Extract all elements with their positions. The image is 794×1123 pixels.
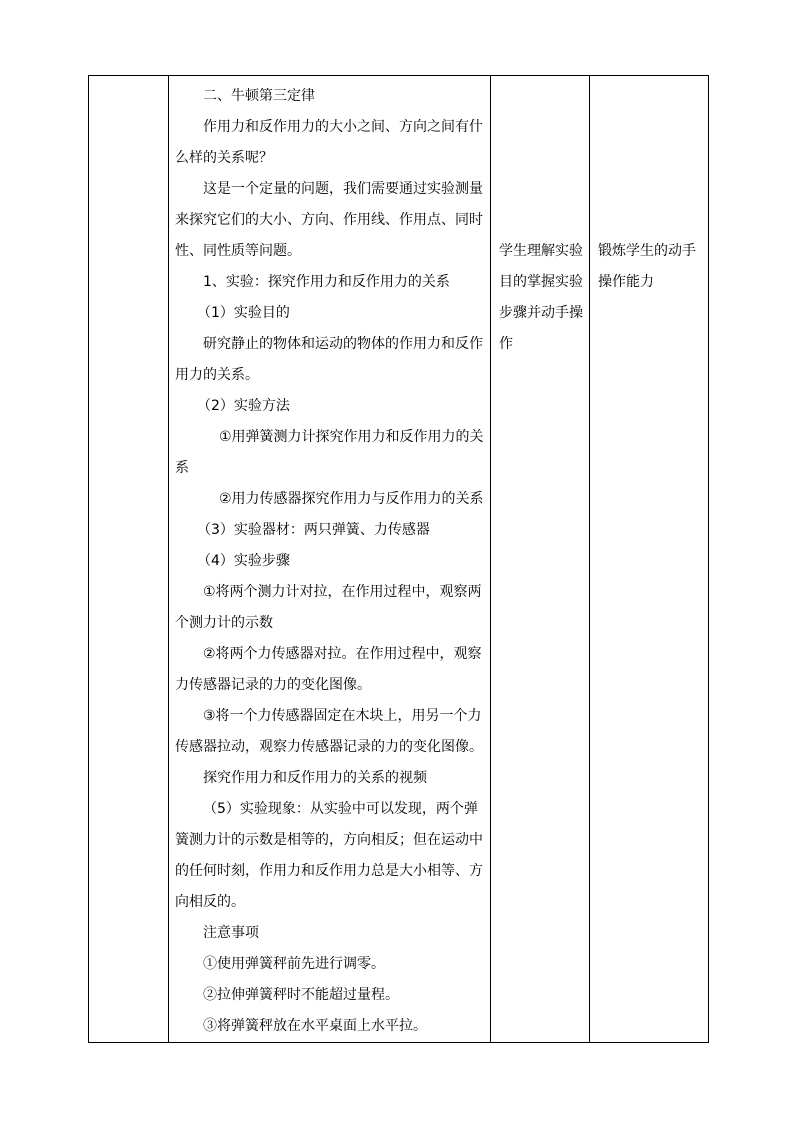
note-3: ③将弹簧秤放在水平桌面上水平拉。 bbox=[203, 1018, 427, 1034]
phenomenon-paragraph: （5）实验现象：从实验中可以发现，两个弹簧测力计的示数是相等的，方向相反；但在运动中的任何时刻，作用力和反作用力总是大小相等、方向相反的。 bbox=[175, 801, 483, 910]
method-item-2: ②用力传感器探究作用力与反作用力的关系 bbox=[219, 491, 484, 507]
student-activity-cell bbox=[491, 76, 590, 1043]
lesson-table bbox=[88, 75, 709, 1043]
video-line: 探究作用力和反作用力的关系的视频 bbox=[203, 770, 427, 786]
section-title: 二、牛顿第三定律 bbox=[203, 88, 315, 104]
note-1: ①使用弹簧秤前先进行调零。 bbox=[203, 956, 385, 972]
design-intent-cell bbox=[590, 76, 709, 1043]
steps-heading: （4）实验步骤 bbox=[197, 553, 290, 569]
empty-cell bbox=[89, 76, 169, 1043]
intro-paragraph: 这是一个定量的问题，我们需要通过实验测量来探究它们的大小、方向、作用线、作用点、同时性、同性质等问题。 bbox=[175, 181, 483, 259]
teaching-content-cell bbox=[169, 76, 491, 1043]
method-heading: （2）实验方法 bbox=[197, 398, 290, 414]
purpose-heading: （1）实验目的 bbox=[197, 305, 290, 321]
step-2: ②将两个力传感器对拉。在作用过程中，观察力传感器记录的力的变化图像。 bbox=[175, 646, 482, 693]
step-3: ③将一个力传感器固定在木块上，用另一个力传感器拉动，观察力传感器记录的力的变化图像。 bbox=[175, 708, 483, 755]
question-paragraph: 作用力和反作用力的大小之间、方向之间有什么样的关系呢？ bbox=[175, 119, 483, 166]
student-activity-text: 学生理解实验目的掌握实验步骤并动手操作 bbox=[499, 243, 583, 352]
step-1: ①将两个测力计对拉，在作用过程中，观察两个测力计的示数 bbox=[175, 584, 482, 631]
design-intent-text: 锻炼学生的动手操作能力 bbox=[598, 243, 696, 290]
experiment-heading: 1、实验：探究作用力和反作用力的关系 bbox=[203, 274, 450, 290]
notes-heading: 注意事项 bbox=[203, 925, 259, 941]
table-row bbox=[89, 76, 709, 1043]
note-2: ②拉伸弹簧秤时不能超过量程。 bbox=[203, 987, 399, 1003]
purpose-text: 研究静止的物体和运动的物体的作用力和反作用力的关系。 bbox=[175, 336, 483, 383]
method-item-1: ①用弹簧测力计探究作用力和反作用力的关系 bbox=[175, 429, 484, 476]
equipment-line: （3）实验器材：两只弹簧、力传感器 bbox=[197, 522, 430, 538]
